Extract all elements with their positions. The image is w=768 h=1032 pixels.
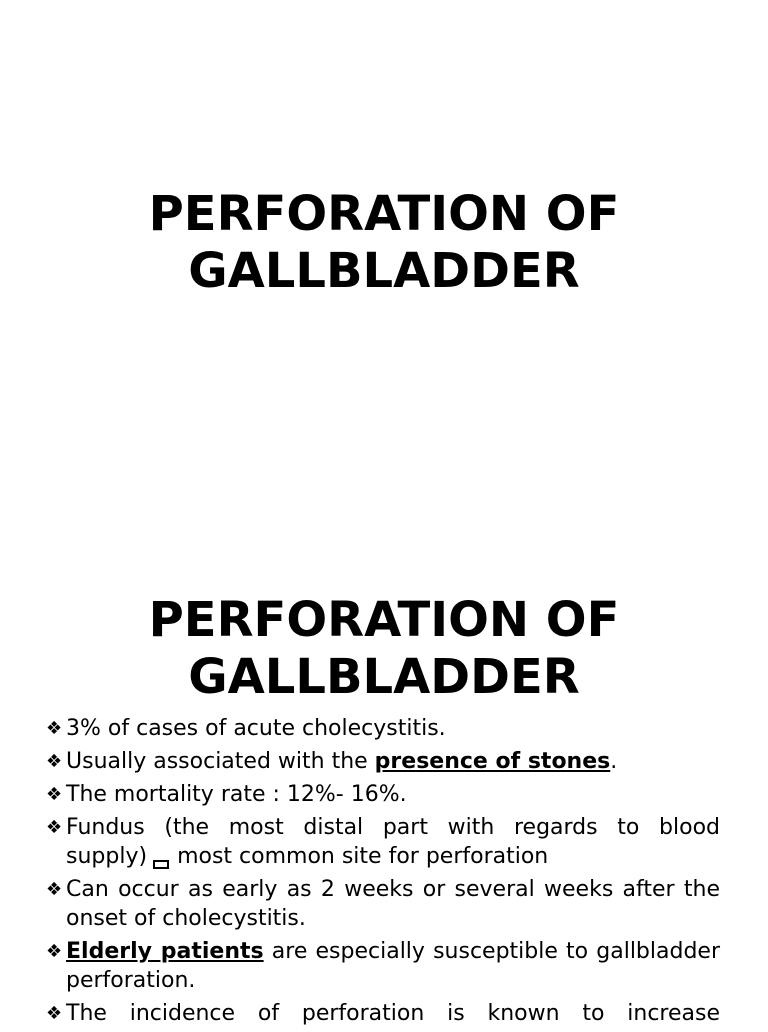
bullet-item	[46, 714, 720, 743]
slide-title	[0, 186, 768, 300]
slide-title	[0, 592, 768, 706]
title-line-2: GALLBLADDER	[188, 243, 580, 299]
bullet-text: supply)	[66, 844, 148, 869]
diamond-bullet-icon: ❖	[46, 941, 63, 962]
bullet-text: Fundus (the most distal part with regards to blood	[66, 815, 720, 840]
title-line-1: PERFORATION OF	[148, 592, 620, 648]
bullet-text: The incidence of perforation is known to increase	[66, 1001, 720, 1026]
diamond-bullet-icon: ❖	[46, 784, 63, 805]
bullet-text: are especially susceptible to gallbladder perforation.	[66, 939, 720, 993]
diamond-bullet-icon: ❖	[46, 718, 63, 739]
bullet-line	[66, 842, 720, 871]
diamond-bullet-icon: ❖	[46, 817, 63, 838]
bullet-emphasis: presence of stones	[374, 749, 611, 774]
diamond-bullet-icon: ❖	[46, 751, 63, 772]
bullet-text: .	[610, 749, 618, 774]
title-line-2: GALLBLADDER	[188, 649, 580, 705]
bullet-item	[46, 747, 720, 776]
bullet-text: The mortality rate : 12%- 16%.	[66, 782, 407, 807]
diamond-bullet-icon: ❖	[46, 879, 63, 900]
bullet-item	[46, 875, 720, 933]
arrow-icon	[153, 860, 169, 869]
bullet-text: Can occur as early as 2 weeks or several weeks after the onset of cholecystitis.	[66, 877, 720, 931]
bullet-line	[66, 813, 720, 842]
title-line-1: PERFORATION OF	[148, 186, 620, 242]
bullet-item	[46, 937, 720, 995]
bullet-text: most common site for perforation	[177, 844, 549, 869]
diamond-bullet-icon: ❖	[46, 1003, 63, 1024]
bullet-text: 3% of cases of acute cholecystitis.	[66, 716, 446, 741]
bullet-text: Usually associated with the	[66, 749, 375, 774]
bullet-emphasis: Elderly patients	[66, 939, 264, 964]
bullet-item	[46, 813, 720, 871]
content-slide	[0, 576, 768, 1024]
bullet-item	[46, 780, 720, 809]
bullet-list	[46, 714, 720, 1032]
